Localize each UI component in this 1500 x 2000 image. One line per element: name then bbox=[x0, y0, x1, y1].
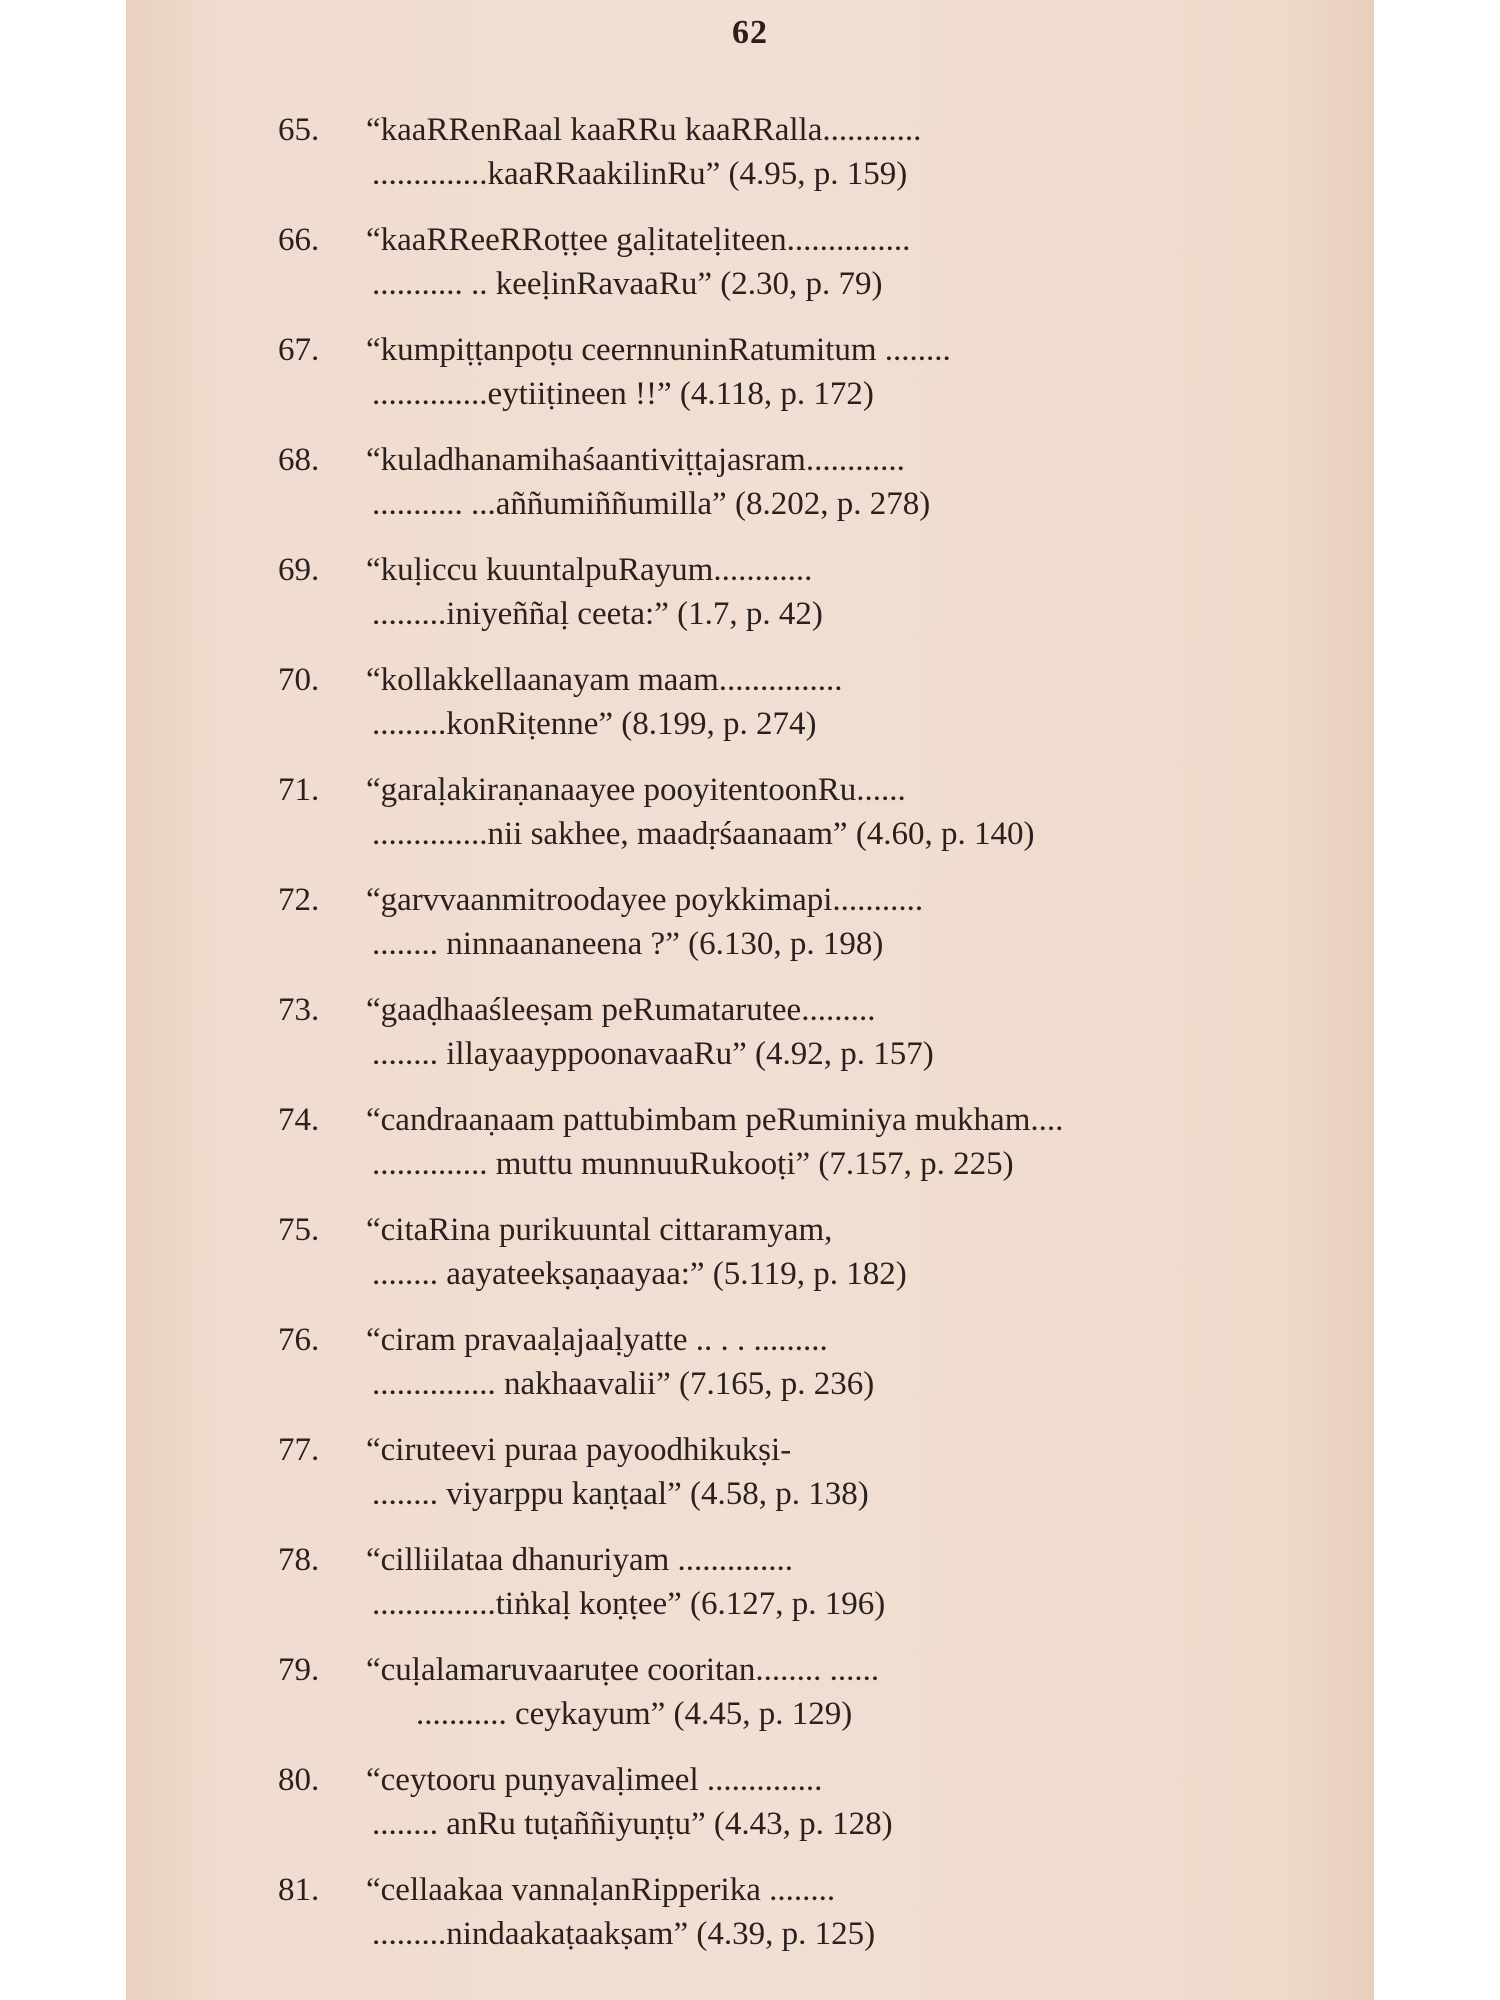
verse-closing-line: ..............nii sakhee, maadṛśaanaam” (4.60, p. 140) bbox=[372, 816, 1035, 852]
citation-entry bbox=[126, 1648, 1374, 1758]
citation-entry bbox=[126, 1428, 1374, 1538]
entry-number: 78. bbox=[278, 1542, 320, 1578]
entry-number: 74. bbox=[278, 1102, 320, 1138]
document-page bbox=[126, 0, 1374, 2000]
citation-entry bbox=[126, 988, 1374, 1098]
citation-entry bbox=[126, 438, 1374, 548]
verse-opening-line: “cellaakaa vannaḷanRipperika ........ bbox=[366, 1872, 836, 1908]
verse-closing-line: ...............tiṅkaḷ koṇṭee” (6.127, p. 196) bbox=[372, 1586, 886, 1622]
verse-opening-line: “cuḷalamaruvaaruṭee cooritan........ ...... bbox=[366, 1652, 880, 1688]
citation-entry bbox=[126, 108, 1374, 218]
verse-opening-line: “kaaRReeRRoṭṭee gaḷitateḷiteen............... bbox=[366, 222, 911, 258]
verse-closing-line: ..............eytiiṭineen !!” (4.118, p. 172) bbox=[372, 376, 874, 412]
verse-closing-line: ........... .. keeḷinRavaaRu” (2.30, p. 79) bbox=[372, 266, 883, 302]
entry-number: 65. bbox=[278, 112, 320, 148]
page-number: 62 bbox=[732, 14, 768, 51]
entry-number: 81. bbox=[278, 1872, 320, 1908]
verse-opening-line: “cilliilataa dhanuriyam .............. bbox=[366, 1542, 794, 1578]
verse-closing-line: ........... ceykayum” (4.45, p. 129) bbox=[416, 1696, 853, 1732]
entry-number: 80. bbox=[278, 1762, 320, 1798]
verse-opening-line: “kollakkellaanayam maam............... bbox=[366, 662, 843, 698]
verse-opening-line: “ciram pravaaḷajaaḷyatte .. . . ......... bbox=[366, 1322, 828, 1358]
citation-entry bbox=[126, 1208, 1374, 1318]
entry-number: 66. bbox=[278, 222, 320, 258]
citation-entry bbox=[126, 878, 1374, 988]
entry-number: 79. bbox=[278, 1652, 320, 1688]
entry-number: 72. bbox=[278, 882, 320, 918]
citation-entry bbox=[126, 328, 1374, 438]
verse-closing-line: ........ aayateekṣaṇaayaa:” (5.119, p. 182) bbox=[372, 1256, 907, 1292]
verse-opening-line: “candraaṇaam pattubimbam peRuminiya mukham.... bbox=[366, 1102, 1064, 1138]
citation-entry bbox=[126, 1098, 1374, 1208]
verse-closing-line: ........ anRu tuṭaññiyuṇṭu” (4.43, p. 128) bbox=[372, 1806, 893, 1842]
citation-entry bbox=[126, 1318, 1374, 1428]
entry-number: 77. bbox=[278, 1432, 320, 1468]
verse-closing-line: .........iniyeññaḷ ceeta:” (1.7, p. 42) bbox=[372, 596, 823, 632]
verse-closing-line: .........konRiṭenne” (8.199, p. 274) bbox=[372, 706, 817, 742]
citation-entry bbox=[126, 658, 1374, 768]
verse-opening-line: “kuladhanamihaśaantiviṭṭajasram............ bbox=[366, 442, 905, 478]
entry-number: 69. bbox=[278, 552, 320, 588]
verse-opening-line: “garaḷakiraṇanaayee pooyitentoonRu...... bbox=[366, 772, 906, 808]
verse-opening-line: “citaRina purikuuntal cittaramyam, bbox=[366, 1212, 833, 1248]
entry-number: 67. bbox=[278, 332, 320, 368]
citation-entry bbox=[126, 1758, 1374, 1868]
verse-closing-line: ........ ninnaananeena ?” (6.130, p. 198) bbox=[372, 926, 884, 962]
verse-closing-line: .........nindaakaṭaakṣam” (4.39, p. 125) bbox=[372, 1916, 876, 1952]
verse-opening-line: “ciruteevi puraa payoodhikukṣi- bbox=[366, 1432, 792, 1468]
verse-opening-line: “kuḷiccu kuuntalpuRayum............ bbox=[366, 552, 813, 588]
verse-closing-line: ........ illayaayppoonavaaRu” (4.92, p. 157) bbox=[372, 1036, 934, 1072]
entry-number: 71. bbox=[278, 772, 320, 808]
entry-number: 70. bbox=[278, 662, 320, 698]
entry-number: 73. bbox=[278, 992, 320, 1028]
citation-entry bbox=[126, 218, 1374, 328]
entry-number: 76. bbox=[278, 1322, 320, 1358]
entry-number: 75. bbox=[278, 1212, 320, 1248]
verse-opening-line: “ceytooru puṇyavaḷimeel .............. bbox=[366, 1762, 823, 1798]
citation-entry bbox=[126, 1538, 1374, 1648]
citation-entry bbox=[126, 1868, 1374, 1978]
verse-opening-line: “kaaRRenRaal kaaRRu kaaRRalla............ bbox=[366, 112, 922, 148]
entry-number: 68. bbox=[278, 442, 320, 478]
verse-closing-line: ..............kaaRRaakilinRu” (4.95, p. 159) bbox=[372, 156, 908, 192]
verse-closing-line: ........ viyarppu kaṇṭaal” (4.58, p. 138) bbox=[372, 1476, 869, 1512]
citation-entry bbox=[126, 768, 1374, 878]
verse-opening-line: “garvvaanmitroodayee poykkimapi........... bbox=[366, 882, 924, 918]
verse-closing-line: ............... nakhaavalii” (7.165, p. 236) bbox=[372, 1366, 875, 1402]
verse-opening-line: “kumpiṭṭanpoṭu ceernnuninRatumitum ........ bbox=[366, 332, 951, 368]
citation-list bbox=[126, 108, 1374, 1978]
verse-closing-line: ........... ...aññumiññumilla” (8.202, p. 278) bbox=[372, 486, 931, 522]
citation-entry bbox=[126, 548, 1374, 658]
verse-closing-line: .............. muttu munnuuRukooṭi” (7.157, p. 225) bbox=[372, 1146, 1014, 1182]
verse-opening-line: “gaaḍhaaśleeṣam peRumatarutee......... bbox=[366, 992, 876, 1028]
